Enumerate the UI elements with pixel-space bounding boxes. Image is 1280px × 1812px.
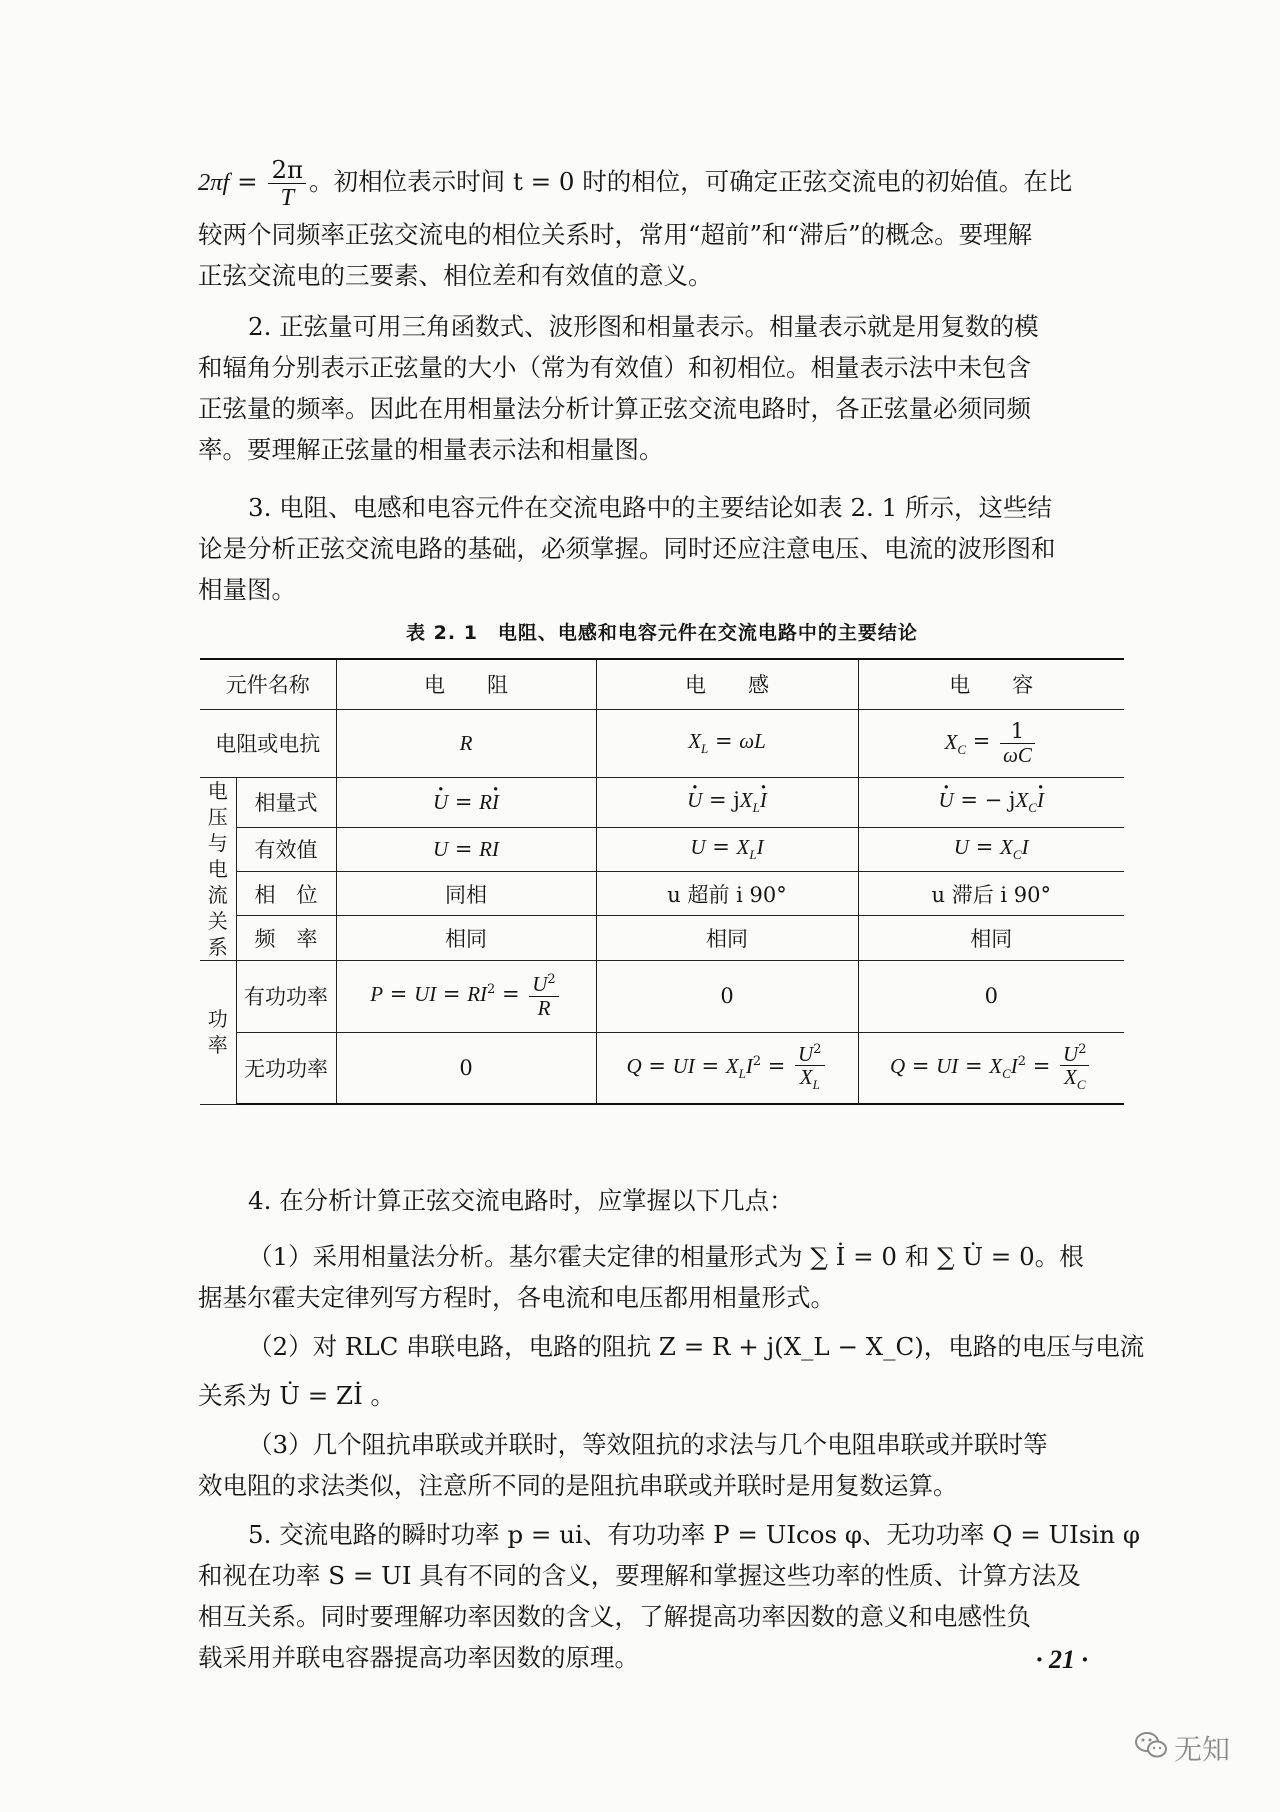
paragraph-5-line-3: 相互关系。同时要理解功率因数的含义，了解提高功率因数的意义和电感性负 [198, 1602, 1031, 1631]
paragraph-2-line-3: 正弦量的频率。因此在用相量法分析计算正弦交流电路时，各正弦量必须同频 [198, 394, 1031, 423]
frequency-row [200, 916, 1124, 960]
paragraph-4 [198, 1180, 1126, 1221]
reactive-power-row [200, 1032, 1124, 1104]
active-power-resistor: P = UI = $RI^2$ = $\frac{U^2}{R}$ [336, 960, 596, 1032]
paragraph-5-line-1: 5. 交流电路的瞬时功率 p = ui、有功功率 P = UIcos φ、无功功率 Q = UIsin φ [248, 1520, 1140, 1549]
phasor-capacitor: · U = − $jX_C\cdot I$ [858, 777, 1124, 827]
item-2-line-2: 关系为 U̇ = Zİ 。 [198, 1381, 396, 1410]
item-1-line-2: 据基尔霍夫定律列写方程时，各电流和电压都用相量形式。 [198, 1283, 835, 1312]
impedance-row [200, 709, 1124, 777]
item-2-line-1: （2）对 RLC 串联电路，电路的阻抗 Z = R + j(X_L − X_C)，电路的电压与电流 [248, 1332, 1145, 1361]
phase-row [200, 872, 1124, 916]
reactive-power-resistor: 0 [336, 1032, 596, 1104]
active-power-label: 有功功率 [236, 960, 336, 1032]
rms-label: 有效值 [236, 827, 336, 871]
header-resistor: 电 阻 [336, 659, 596, 709]
paragraph-2-line-1: 2. 正弦量可用三角函数式、波形图和相量表示。相量表示就是用复数的模 [248, 312, 1039, 341]
header-capacitor: 电 容 [858, 659, 1124, 709]
item-3-line-1: （3）几个阻抗串联或并联时，等效阻抗的求法与几个电阻串联或并联时等 [248, 1430, 1048, 1459]
header-inductor: 电 感 [596, 659, 858, 709]
paragraph-2-line-4: 率。要理解正弦量的相量表示法和相量图。 [198, 435, 664, 464]
paragraph-3 [198, 487, 1126, 610]
impedance-capacitor: $X_C$ = $\frac{1}{\omega C}$ [858, 709, 1124, 777]
paragraph-2 [198, 306, 1126, 470]
header-component-name: 元件名称 [200, 659, 336, 709]
paragraph-1-line-1 [198, 157, 1126, 210]
paragraph-1 [198, 157, 1126, 296]
impedance-inductor: $X_L = \omega L$ [596, 709, 858, 777]
frequency-capacitor: 相同 [858, 916, 1124, 960]
group-vi-label: 电压与电流关系 [207, 778, 228, 959]
rms-resistor: U = RI [336, 827, 596, 871]
paragraph-5-line-4: 载采用并联电容器提高功率因数的原理。 [198, 1643, 639, 1672]
reactive-power-capacitor: Q = UI = $X_CI^2$ = $\frac{U^2}{X_C}$ [858, 1032, 1124, 1104]
paragraph-3-line-3: 相量图。 [198, 575, 296, 604]
item-3-line-2: 效电阻的求法类似，注意所不同的是阻抗串联或并联时是用复数运算。 [198, 1471, 958, 1500]
item-2 [198, 1326, 1145, 1416]
paragraph-1-line-3: 正弦交流电的三要素、相位差和有效值的意义。 [198, 261, 713, 291]
wechat-icon [1134, 1730, 1168, 1767]
page-number: · 21 · [1036, 1645, 1088, 1674]
paragraph-1-line-2: 较两个同频率正弦交流电的相位关系时，常用“超前”和“滞后”的概念。要理解 [198, 220, 1033, 250]
active-power-capacitor: 0 [858, 960, 1124, 1032]
reactive-power-inductor: Q = UI = $X_LI^2$ = $\frac{U^2}{X_L}$ [596, 1032, 858, 1104]
watermark-text: 无知 [1174, 1733, 1231, 1766]
phasor-inductor: · $U = jX_L\cdot I$ [596, 777, 858, 827]
impedance-resistor: R [336, 709, 596, 777]
phase-resistor: 同相 [336, 872, 596, 916]
frequency-label: 频 率 [236, 916, 336, 960]
paragraph-5 [198, 1514, 1140, 1678]
para1-line1: 。初相位表示时间 t = 0 时的相位，可确定正弦交流电的初始值。在比 [309, 167, 1073, 197]
table-caption: 表 2. 1 电阻、电感和电容元件在交流电路中的主要结论 [406, 622, 918, 644]
item-3 [198, 1424, 1126, 1506]
reactive-power-label: 无功功率 [236, 1032, 336, 1104]
group-power-label: 功率 [207, 1007, 228, 1057]
active-power-row [200, 960, 1124, 1032]
phasor-label: 相量式 [236, 777, 336, 827]
watermark [1134, 1728, 1230, 1768]
item-1-line-1: （1）采用相量法分析。基尔霍夫定律的相量形式为 ∑ İ = 0 和 ∑ U̇ = 0。根 [248, 1242, 1084, 1271]
phase-capacitor: u 滞后 i 90° [858, 872, 1124, 916]
table-header-row [200, 659, 1124, 709]
active-power-inductor: 0 [596, 960, 858, 1032]
paragraph-4-line: 4. 在分析计算正弦交流电路时，应掌握以下几点： [248, 1186, 794, 1215]
paragraph-3-line-1: 3. 电阻、电感和电容元件在交流电路中的主要结论如表 2. 1 所示，这些结 [248, 493, 1052, 522]
frequency-inductor: 相同 [596, 916, 858, 960]
frequency-resistor: 相同 [336, 916, 596, 960]
paragraph-2-line-2: 和辐角分别表示正弦量的大小（常为有效值）和初相位。相量表示法中未包含 [198, 353, 1031, 382]
rms-inductor: $U = X_LI$ [596, 827, 858, 871]
paragraph-5-line-2: 和视在功率 S = UI 具有不同的含义，要理解和掌握这些功率的性质、计算方法及 [198, 1561, 1081, 1590]
rms-row [200, 827, 1124, 871]
impedance-label: 电阻或电抗 [200, 709, 336, 777]
summary-table [200, 658, 1124, 1105]
rms-capacitor: $U = X_CI$ [858, 827, 1124, 871]
group-power [200, 960, 236, 1104]
phasor-resistor: · U = R· I [336, 777, 596, 827]
phase-inductor: u 超前 i 90° [596, 872, 858, 916]
group-voltage-current [200, 777, 236, 960]
phasor-row [200, 777, 1124, 827]
phase-label: 相 位 [236, 872, 336, 916]
omega-formula: 2πf = $\frac{2\pi}{T}$ [198, 167, 309, 196]
paragraph-3-line-2: 论是分析正弦交流电路的基础，必须掌握。同时还应注意电压、电流的波形图和 [198, 534, 1056, 563]
item-1 [198, 1236, 1126, 1318]
